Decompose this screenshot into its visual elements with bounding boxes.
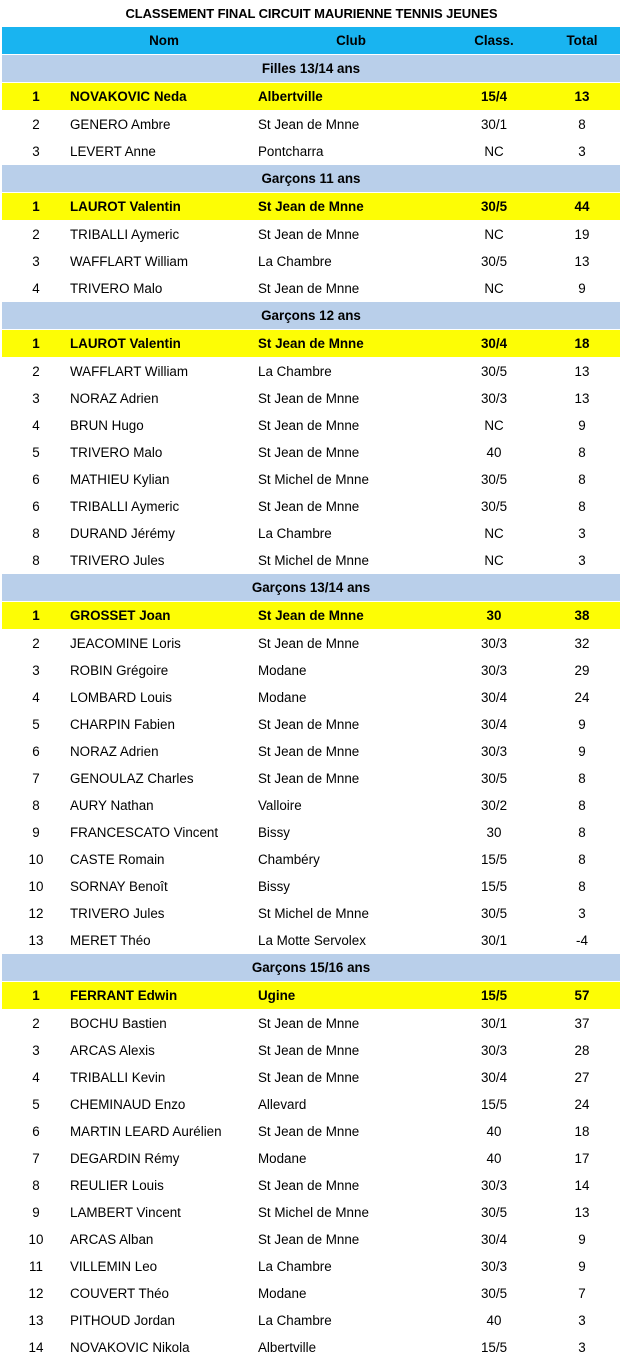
cell-club: St Jean de Mnne [258, 1226, 444, 1253]
cell-rank: 1 [2, 602, 70, 630]
cell-rank: 12 [2, 1280, 70, 1307]
header-class: Class. [444, 27, 544, 55]
cell-class: NC [444, 412, 544, 439]
cell-class: 40 [444, 439, 544, 466]
cell-club: St Michel de Mnne [258, 547, 444, 574]
cell-total: 37 [544, 1010, 620, 1038]
cell-rank: 13 [2, 1307, 70, 1334]
cell-name: LOMBARD Louis [70, 684, 258, 711]
cell-class: 15/5 [444, 1091, 544, 1118]
cell-total: 24 [544, 1091, 620, 1118]
cell-total: 8 [544, 493, 620, 520]
cell-class: 30/4 [444, 1226, 544, 1253]
cell-rank: 6 [2, 1118, 70, 1145]
cell-name: MATHIEU Kylian [70, 466, 258, 493]
cell-rank: 12 [2, 900, 70, 927]
cell-rank: 4 [2, 684, 70, 711]
table-row [2, 1118, 620, 1145]
cell-class: 30/1 [444, 111, 544, 139]
cell-class: 30/3 [444, 630, 544, 658]
winner-row [2, 83, 620, 111]
cell-name: ARCAS Alexis [70, 1037, 258, 1064]
cell-class: NC [444, 138, 544, 165]
cell-club: St Jean de Mnne [258, 1064, 444, 1091]
table-row [2, 412, 620, 439]
cell-total: 3 [544, 1334, 620, 1361]
cell-name: WAFFLART William [70, 358, 258, 386]
cell-name: DURAND Jérémy [70, 520, 258, 547]
table-header-row [2, 27, 620, 55]
category-row [2, 55, 620, 83]
cell-rank: 3 [2, 385, 70, 412]
cell-class: 30 [444, 602, 544, 630]
cell-rank: 4 [2, 1064, 70, 1091]
cell-total: 8 [544, 792, 620, 819]
cell-club: La Chambre [258, 1307, 444, 1334]
cell-rank: 5 [2, 439, 70, 466]
category-row [2, 574, 620, 602]
table-row [2, 711, 620, 738]
cell-name: TRIBALLI Kevin [70, 1064, 258, 1091]
table-row [2, 248, 620, 275]
cell-class: 15/5 [444, 873, 544, 900]
winner-row [2, 982, 620, 1010]
cell-class: 30/1 [444, 1010, 544, 1038]
category-row [2, 954, 620, 982]
table-row [2, 1091, 620, 1118]
category-label: Garçons 13/14 ans [2, 574, 620, 602]
cell-total: 3 [544, 520, 620, 547]
cell-club: St Jean de Mnne [258, 412, 444, 439]
cell-class: 30/4 [444, 684, 544, 711]
cell-club: St Jean de Mnne [258, 493, 444, 520]
cell-name: DEGARDIN Rémy [70, 1145, 258, 1172]
cell-name: CASTE Romain [70, 846, 258, 873]
header-rank [2, 27, 70, 55]
cell-total: 17 [544, 1145, 620, 1172]
table-row [2, 221, 620, 249]
cell-total: 13 [544, 358, 620, 386]
table-row [2, 385, 620, 412]
table-row [2, 630, 620, 658]
cell-rank: 8 [2, 520, 70, 547]
cell-rank: 2 [2, 358, 70, 386]
cell-class: NC [444, 275, 544, 302]
cell-club: St Jean de Mnne [258, 111, 444, 139]
cell-rank: 2 [2, 1010, 70, 1038]
cell-class: 30/1 [444, 927, 544, 954]
cell-name: LAMBERT Vincent [70, 1199, 258, 1226]
cell-class: 30 [444, 819, 544, 846]
category-label: Filles 13/14 ans [2, 55, 620, 83]
cell-name: REULIER Louis [70, 1172, 258, 1199]
cell-total: 32 [544, 630, 620, 658]
table-row [2, 1010, 620, 1038]
cell-name: GENOULAZ Charles [70, 765, 258, 792]
cell-club: St Jean de Mnne [258, 193, 444, 221]
cell-name: GENERO Ambre [70, 111, 258, 139]
cell-total: 57 [544, 982, 620, 1010]
cell-club: Albertville [258, 83, 444, 111]
cell-club: St Michel de Mnne [258, 900, 444, 927]
cell-class: 30/3 [444, 738, 544, 765]
cell-class: 30/5 [444, 358, 544, 386]
cell-club: St Jean de Mnne [258, 1118, 444, 1145]
cell-club: Valloire [258, 792, 444, 819]
cell-club: Bissy [258, 819, 444, 846]
cell-total: 8 [544, 873, 620, 900]
category-row [2, 302, 620, 330]
cell-total: 19 [544, 221, 620, 249]
cell-total: 9 [544, 1226, 620, 1253]
cell-club: St Jean de Mnne [258, 602, 444, 630]
cell-name: PITHOUD Jordan [70, 1307, 258, 1334]
cell-class: 15/4 [444, 83, 544, 111]
cell-club: St Jean de Mnne [258, 1037, 444, 1064]
cell-name: MERET Théo [70, 927, 258, 954]
cell-total: 9 [544, 275, 620, 302]
cell-club: Ugine [258, 982, 444, 1010]
cell-rank: 4 [2, 275, 70, 302]
table-row [2, 657, 620, 684]
cell-club: La Chambre [258, 358, 444, 386]
cell-club: St Michel de Mnne [258, 466, 444, 493]
ranking-table [2, 27, 620, 1361]
table-row [2, 1172, 620, 1199]
cell-class: 30/2 [444, 792, 544, 819]
cell-total: 13 [544, 385, 620, 412]
table-row [2, 1253, 620, 1280]
table-row [2, 520, 620, 547]
cell-total: 9 [544, 738, 620, 765]
cell-name: LEVERT Anne [70, 138, 258, 165]
cell-total: 29 [544, 657, 620, 684]
table-row [2, 439, 620, 466]
cell-club: St Jean de Mnne [258, 765, 444, 792]
cell-name: TRIVERO Jules [70, 900, 258, 927]
table-row [2, 1226, 620, 1253]
cell-class: 30/4 [444, 330, 544, 358]
cell-club: St Jean de Mnne [258, 630, 444, 658]
cell-name: MARTIN LEARD Aurélien [70, 1118, 258, 1145]
cell-name: CHARPIN Fabien [70, 711, 258, 738]
cell-total: 13 [544, 1199, 620, 1226]
cell-name: LAUROT Valentin [70, 193, 258, 221]
cell-class: 30/3 [444, 657, 544, 684]
cell-total: 3 [544, 138, 620, 165]
table-row [2, 792, 620, 819]
cell-class: 40 [444, 1145, 544, 1172]
cell-class: 15/5 [444, 1334, 544, 1361]
cell-total: 24 [544, 684, 620, 711]
cell-name: TRIBALLI Aymeric [70, 221, 258, 249]
cell-total: 44 [544, 193, 620, 221]
cell-club: St Jean de Mnne [258, 738, 444, 765]
table-row [2, 1199, 620, 1226]
cell-rank: 10 [2, 846, 70, 873]
table-row [2, 111, 620, 139]
cell-club: St Jean de Mnne [258, 1172, 444, 1199]
cell-rank: 1 [2, 982, 70, 1010]
cell-rank: 3 [2, 657, 70, 684]
cell-total: 14 [544, 1172, 620, 1199]
cell-total: 8 [544, 439, 620, 466]
cell-name: BOCHU Bastien [70, 1010, 258, 1038]
cell-total: 9 [544, 1253, 620, 1280]
category-label: Garçons 11 ans [2, 165, 620, 193]
cell-rank: 2 [2, 111, 70, 139]
table-row [2, 1145, 620, 1172]
table-row [2, 684, 620, 711]
cell-class: 30/4 [444, 711, 544, 738]
cell-class: 30/5 [444, 900, 544, 927]
cell-rank: 7 [2, 765, 70, 792]
table-body [2, 55, 620, 1362]
table-row [2, 1334, 620, 1361]
table-row [2, 846, 620, 873]
cell-rank: 1 [2, 193, 70, 221]
cell-class: 30/4 [444, 1064, 544, 1091]
cell-rank: 6 [2, 493, 70, 520]
cell-class: 30/3 [444, 1172, 544, 1199]
cell-class: 30/5 [444, 765, 544, 792]
cell-club: Modane [258, 1145, 444, 1172]
cell-name: WAFFLART William [70, 248, 258, 275]
cell-name: LAUROT Valentin [70, 330, 258, 358]
cell-total: 9 [544, 412, 620, 439]
cell-club: Modane [258, 684, 444, 711]
cell-name: VILLEMIN Leo [70, 1253, 258, 1280]
cell-rank: 2 [2, 221, 70, 249]
table-row [2, 873, 620, 900]
cell-club: La Chambre [258, 1253, 444, 1280]
cell-name: NORAZ Adrien [70, 738, 258, 765]
table-row [2, 738, 620, 765]
header-name: Nom [70, 27, 258, 55]
table-row [2, 1280, 620, 1307]
table-row [2, 900, 620, 927]
cell-club: St Michel de Mnne [258, 1199, 444, 1226]
header-total: Total [544, 27, 620, 55]
cell-total: 28 [544, 1037, 620, 1064]
cell-rank: 8 [2, 1172, 70, 1199]
cell-club: St Jean de Mnne [258, 385, 444, 412]
cell-rank: 10 [2, 1226, 70, 1253]
cell-total: 9 [544, 711, 620, 738]
cell-rank: 3 [2, 1037, 70, 1064]
winner-row [2, 602, 620, 630]
cell-total: 3 [544, 900, 620, 927]
cell-name: FERRANT Edwin [70, 982, 258, 1010]
cell-total: 8 [544, 819, 620, 846]
cell-rank: 13 [2, 927, 70, 954]
table-row [2, 765, 620, 792]
cell-club: Modane [258, 657, 444, 684]
cell-name: ARCAS Alban [70, 1226, 258, 1253]
cell-class: NC [444, 520, 544, 547]
cell-name: TRIBALLI Aymeric [70, 493, 258, 520]
table-row [2, 466, 620, 493]
category-label: Garçons 15/16 ans [2, 954, 620, 982]
cell-rank: 8 [2, 547, 70, 574]
cell-rank: 2 [2, 630, 70, 658]
cell-name: COUVERT Théo [70, 1280, 258, 1307]
cell-name: NOVAKOVIC Nikola [70, 1334, 258, 1361]
cell-class: NC [444, 547, 544, 574]
cell-name: SORNAY Benoît [70, 873, 258, 900]
cell-class: 15/5 [444, 982, 544, 1010]
cell-name: ROBIN Grégoire [70, 657, 258, 684]
cell-class: 30/5 [444, 1280, 544, 1307]
table-row [2, 547, 620, 574]
table-row [2, 927, 620, 954]
page-title: CLASSEMENT FINAL CIRCUIT MAURIENNE TENNIS JEUNES [125, 6, 498, 21]
cell-club: Albertville [258, 1334, 444, 1361]
cell-name: TRIVERO Malo [70, 439, 258, 466]
table-row [2, 1064, 620, 1091]
cell-club: La Motte Servolex [258, 927, 444, 954]
cell-total: 7 [544, 1280, 620, 1307]
cell-total: 13 [544, 83, 620, 111]
cell-rank: 5 [2, 711, 70, 738]
cell-name: FRANCESCATO Vincent [70, 819, 258, 846]
cell-club: St Jean de Mnne [258, 711, 444, 738]
cell-rank: 9 [2, 1199, 70, 1226]
cell-rank: 6 [2, 466, 70, 493]
cell-class: 30/5 [444, 493, 544, 520]
cell-name: NORAZ Adrien [70, 385, 258, 412]
cell-club: St Jean de Mnne [258, 439, 444, 466]
cell-class: 15/5 [444, 846, 544, 873]
cell-class: 30/5 [444, 1199, 544, 1226]
table-row [2, 493, 620, 520]
cell-rank: 1 [2, 330, 70, 358]
table-row [2, 138, 620, 165]
cell-rank: 8 [2, 792, 70, 819]
cell-name: AURY Nathan [70, 792, 258, 819]
cell-name: CHEMINAUD Enzo [70, 1091, 258, 1118]
category-label: Garçons 12 ans [2, 302, 620, 330]
cell-rank: 1 [2, 83, 70, 111]
cell-rank: 11 [2, 1253, 70, 1280]
cell-club: La Chambre [258, 520, 444, 547]
cell-total: 8 [544, 765, 620, 792]
cell-club: St Jean de Mnne [258, 221, 444, 249]
category-row [2, 165, 620, 193]
cell-total: 8 [544, 846, 620, 873]
cell-rank: 6 [2, 738, 70, 765]
cell-club: La Chambre [258, 248, 444, 275]
cell-total: 13 [544, 248, 620, 275]
table-row [2, 1037, 620, 1064]
winner-row [2, 330, 620, 358]
table-row [2, 819, 620, 846]
cell-club: St Jean de Mnne [258, 1010, 444, 1038]
cell-rank: 9 [2, 819, 70, 846]
cell-total: 3 [544, 1307, 620, 1334]
cell-class: 30/3 [444, 1253, 544, 1280]
header-club: Club [258, 27, 444, 55]
cell-class: 40 [444, 1118, 544, 1145]
cell-name: TRIVERO Jules [70, 547, 258, 574]
cell-club: Bissy [258, 873, 444, 900]
cell-total: 38 [544, 602, 620, 630]
cell-name: JEACOMINE Loris [70, 630, 258, 658]
cell-name: NOVAKOVIC Neda [70, 83, 258, 111]
cell-class: 30/5 [444, 193, 544, 221]
cell-total: 3 [544, 547, 620, 574]
cell-club: Pontcharra [258, 138, 444, 165]
cell-club: Modane [258, 1280, 444, 1307]
cell-club: St Jean de Mnne [258, 330, 444, 358]
cell-rank: 3 [2, 138, 70, 165]
cell-rank: 10 [2, 873, 70, 900]
cell-rank: 5 [2, 1091, 70, 1118]
cell-name: GROSSET Joan [70, 602, 258, 630]
cell-rank: 14 [2, 1334, 70, 1361]
cell-class: 30/3 [444, 385, 544, 412]
cell-class: 30/5 [444, 248, 544, 275]
cell-club: Chambéry [258, 846, 444, 873]
cell-total: 8 [544, 466, 620, 493]
cell-club: Allevard [258, 1091, 444, 1118]
cell-rank: 7 [2, 1145, 70, 1172]
table-row [2, 358, 620, 386]
cell-class: NC [444, 221, 544, 249]
cell-total: 18 [544, 330, 620, 358]
cell-total: 8 [544, 111, 620, 139]
table-row [2, 275, 620, 302]
cell-total: 27 [544, 1064, 620, 1091]
cell-class: 30/5 [444, 466, 544, 493]
cell-rank: 4 [2, 412, 70, 439]
cell-class: 30/3 [444, 1037, 544, 1064]
table-row [2, 1307, 620, 1334]
cell-rank: 3 [2, 248, 70, 275]
cell-class: 40 [444, 1307, 544, 1334]
cell-name: BRUN Hugo [70, 412, 258, 439]
cell-total: 18 [544, 1118, 620, 1145]
cell-name: TRIVERO Malo [70, 275, 258, 302]
winner-row [2, 193, 620, 221]
cell-total: -4 [544, 927, 620, 954]
cell-club: St Jean de Mnne [258, 275, 444, 302]
